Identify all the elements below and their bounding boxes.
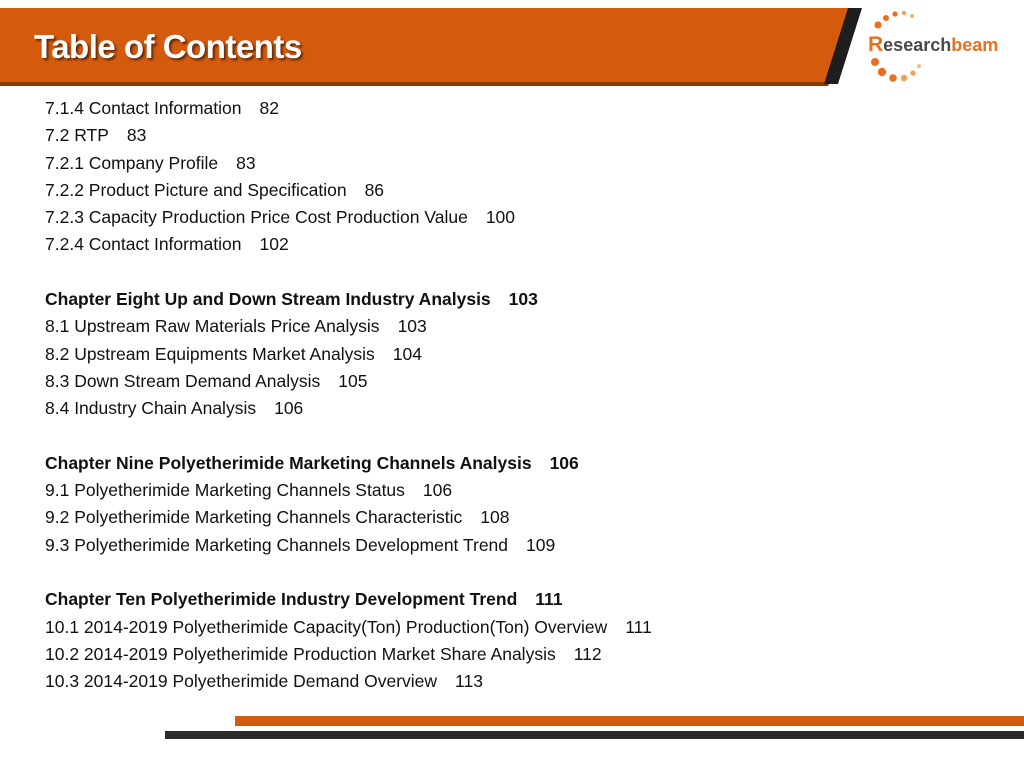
toc-chapter-heading — [45, 586, 1005, 613]
toc-page-number: 111 — [535, 589, 563, 610]
toc-page-number: 103 — [397, 316, 427, 337]
toc-page-number: 83 — [126, 125, 147, 146]
toc-entry — [45, 122, 1005, 149]
toc-entry — [45, 204, 1005, 231]
toc-page-number: 106 — [549, 452, 579, 473]
toc-entry-text: 10.1 2014-2019 Polyetherimide Capacity(Ton) Production(Ton) Overview — [45, 616, 608, 637]
toc-entry-text: 8.4 Industry Chain Analysis — [45, 398, 257, 419]
toc-entry — [45, 368, 1005, 395]
logo-letter-r: R — [868, 33, 884, 56]
toc-entry — [45, 504, 1005, 531]
toc-page-number: 106 — [422, 480, 453, 501]
toc-page-number: 100 — [485, 207, 516, 228]
toc-entry-text: 9.2 Polyetherimide Marketing Channels Characteristic — [45, 507, 463, 528]
toc-spacer — [45, 559, 1005, 586]
toc-entry-text: 7.2.3 Capacity Production Price Cost Production Value — [45, 207, 468, 228]
logo-text-research: esearch — [883, 35, 952, 55]
toc-entry-text: 7.2.1 Company Profile — [45, 152, 219, 173]
toc-entry-text: 9.3 Polyetherimide Marketing Channels Development Trend — [45, 534, 509, 555]
toc-chapter-heading — [45, 450, 1005, 477]
toc-entry — [45, 231, 1005, 258]
toc-entry — [45, 313, 1005, 340]
toc-page-number: 103 — [508, 289, 538, 310]
toc-entry-text: 7.1.4 Contact Information — [45, 98, 242, 118]
toc-entry-text: 10.3 2014-2019 Polyetherimide Demand Overview — [45, 671, 438, 692]
toc-page-number: 102 — [259, 234, 289, 255]
toc-page-number: 113 — [455, 671, 483, 692]
toc-page-number: 112 — [573, 643, 602, 664]
toc-entry-text: 9.1 Polyetherimide Marketing Channels Status — [45, 480, 405, 501]
logo-wordmark — [868, 33, 998, 57]
toc-page-number: 104 — [392, 343, 422, 364]
toc-list — [45, 95, 1005, 696]
toc-entry — [45, 641, 1005, 668]
toc-entry — [45, 668, 1005, 695]
toc-page-number: 83 — [236, 152, 256, 173]
toc-entry — [45, 614, 1005, 641]
toc-page-number: 111 — [625, 616, 652, 637]
toc-entry — [45, 177, 1005, 204]
toc-page-number: 106 — [274, 398, 304, 419]
footer-dark-bar — [165, 731, 1024, 739]
toc-spacer — [45, 259, 1005, 286]
toc-page-number: 109 — [526, 534, 556, 555]
toc-entry — [45, 395, 1005, 422]
toc-entry — [45, 95, 1005, 122]
toc-entry-text: Chapter Eight Up and Down Stream Industry Analysis — [45, 289, 491, 310]
toc-entry-text: 7.2.4 Contact Information — [45, 234, 242, 255]
toc-page-number: 108 — [480, 507, 510, 528]
logo-text-beam: beam — [951, 35, 999, 55]
toc-entry — [45, 150, 1005, 177]
toc-entry — [45, 477, 1005, 504]
toc-entry-text: 7.2 RTP — [45, 125, 109, 146]
footer-orange-bar — [235, 716, 1024, 726]
toc-page-number: 86 — [364, 179, 385, 200]
toc-page-number: 105 — [338, 370, 368, 391]
toc-entry-text: 8.1 Upstream Raw Materials Price Analysis — [45, 316, 380, 337]
page-title: Table of Contents — [34, 28, 302, 65]
toc-spacer — [45, 423, 1005, 450]
toc-entry — [45, 341, 1005, 368]
toc-entry-text: Chapter Nine Polyetherimide Marketing Channels Analysis — [45, 452, 532, 473]
toc-entry-text: Chapter Ten Polyetherimide Industry Development Trend — [45, 589, 518, 610]
toc-entry-text: 8.2 Upstream Equipments Market Analysis — [45, 343, 375, 364]
toc-entry — [45, 532, 1005, 559]
toc-entry-text: 10.2 2014-2019 Polyetherimide Production Market Share Analysis — [45, 643, 556, 664]
toc-entry-text: 7.2.2 Product Picture and Specification — [45, 179, 347, 200]
toc-entry-text: 8.3 Down Stream Demand Analysis — [45, 370, 321, 391]
toc-chapter-heading — [45, 286, 1005, 313]
toc-page-number: 82 — [259, 98, 279, 118]
